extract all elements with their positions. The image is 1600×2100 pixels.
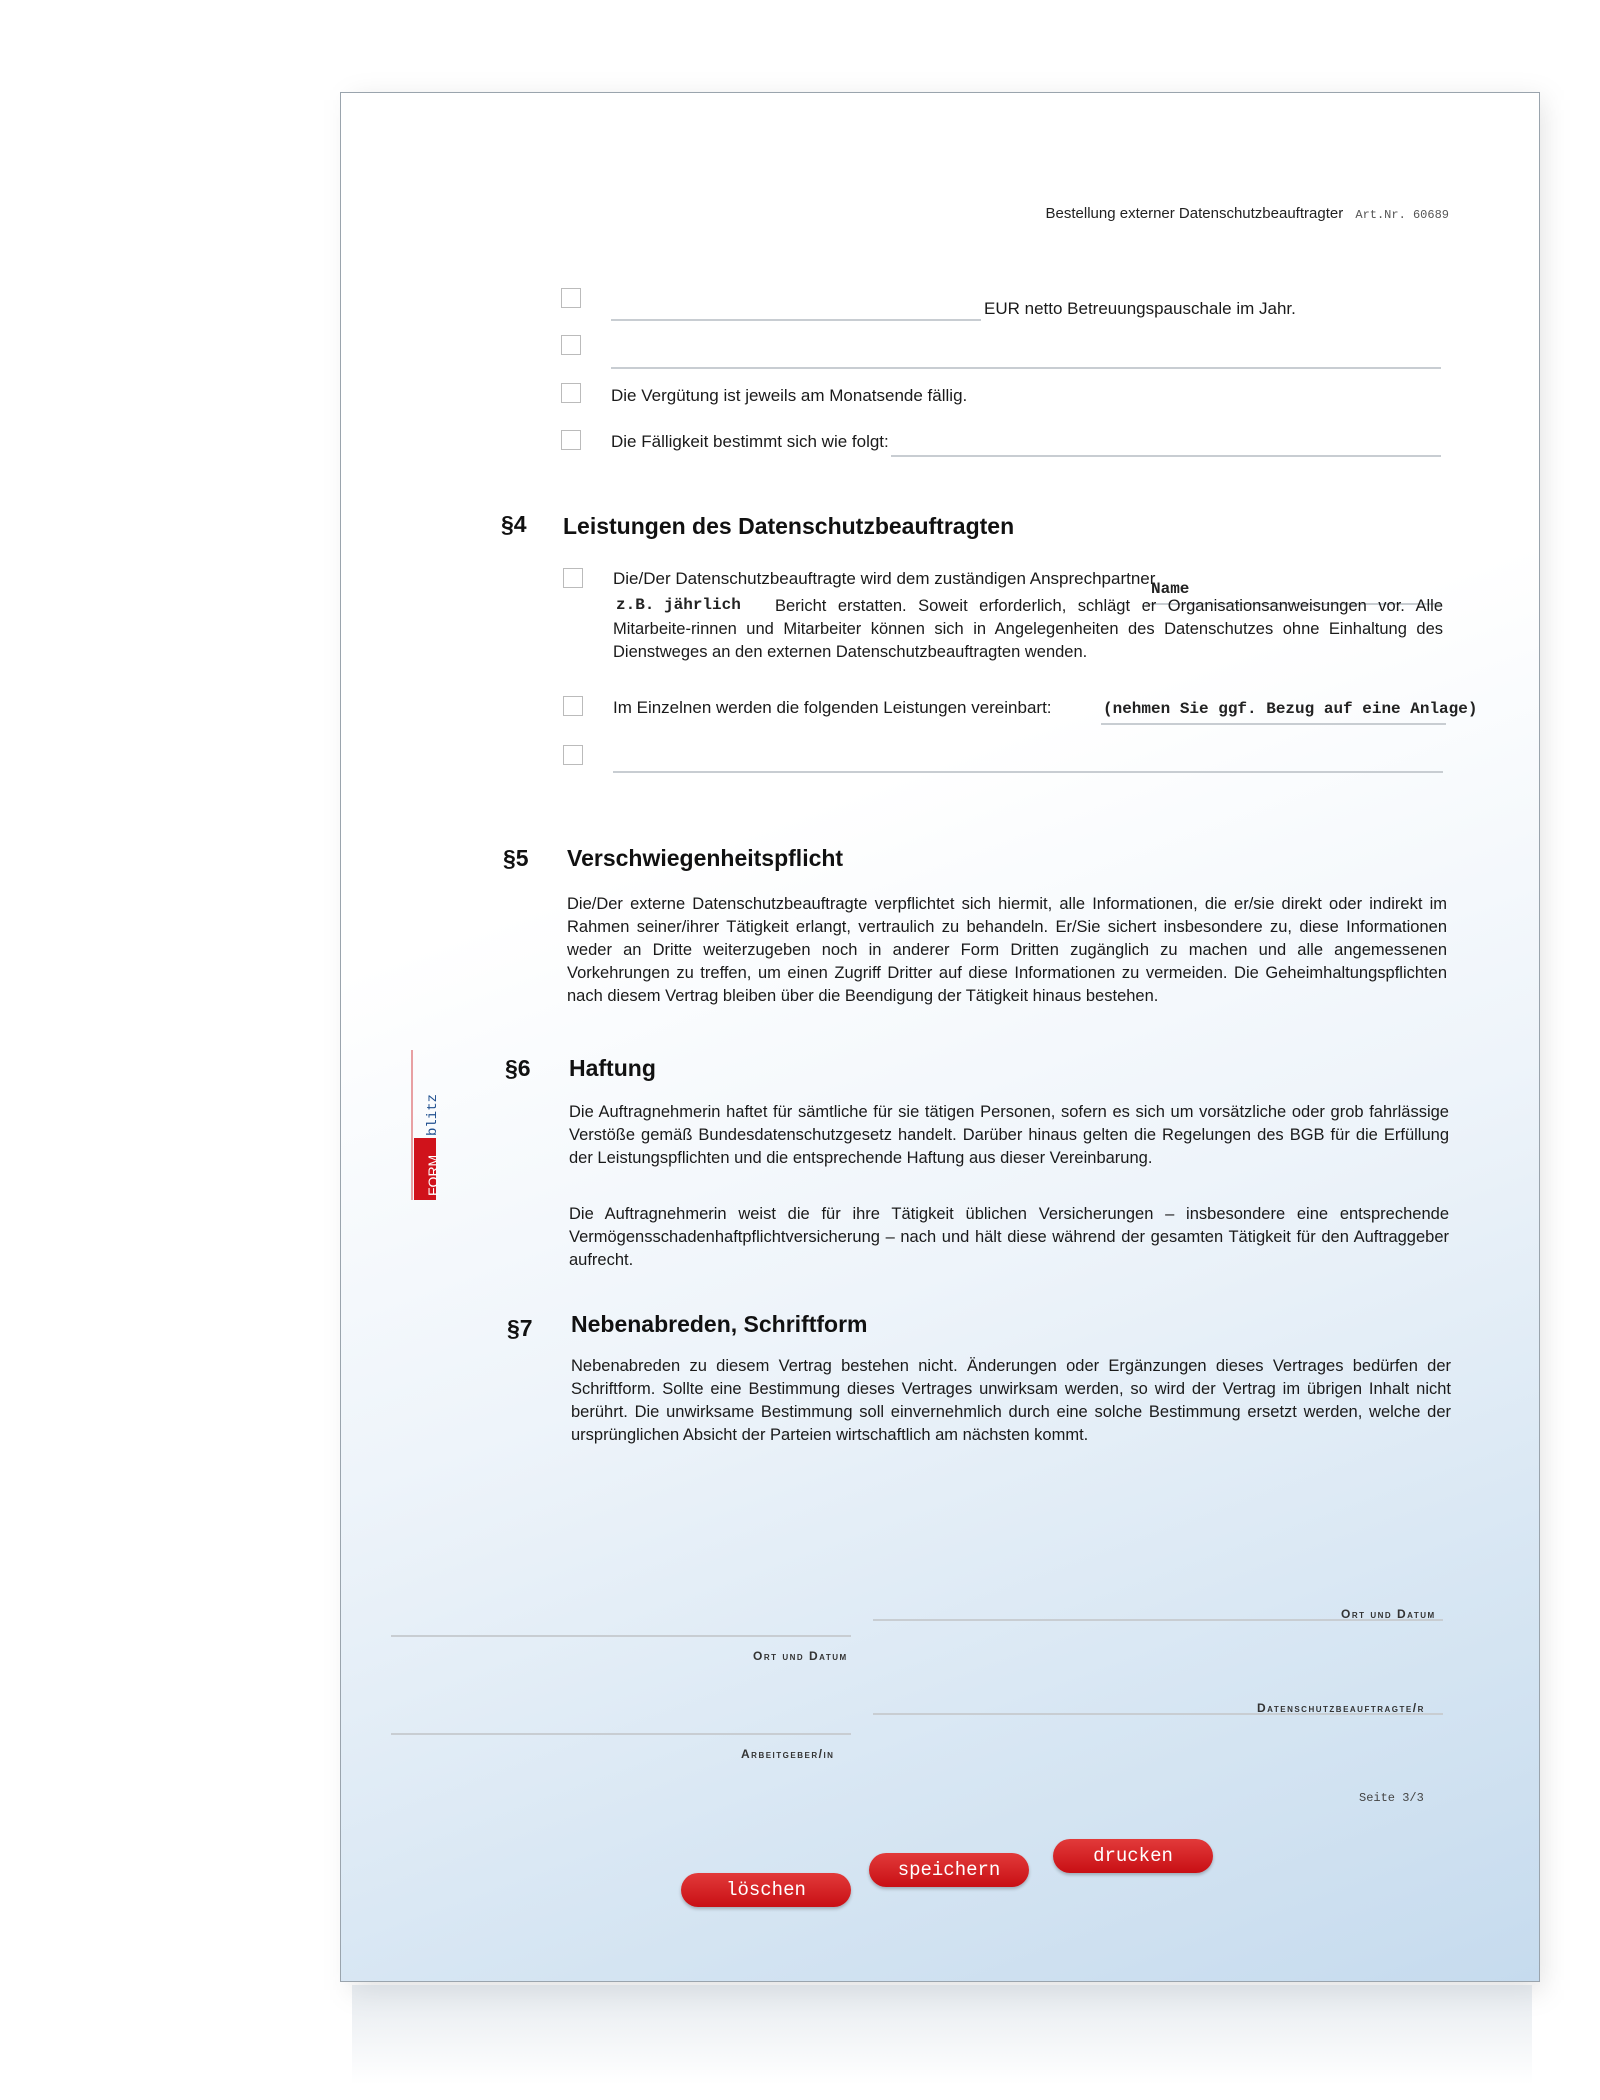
employer-label: Arbeitgeber/in <box>741 1747 835 1761</box>
section-7-text: Nebenabreden zu diesem Vertrag bestehen nicht. Änderungen oder Ergänzungen dieses Vertrages bedürfen der Schriftform. Sollte eine Bestimmung dieses Vertrages unwirksam werden, so wird der Vertrag im übrigen Inhalt nicht berührt. Die unwirksame Bestimmung soll einvernehmlich durch eine solche Bestimmung ersetzt werden, welche der ursprünglichen Absicht der Parteien wirtschaftlich am nächsten kommt. <box>571 1357 1451 1444</box>
formblitz-logo <box>414 1050 441 1200</box>
services-field[interactable]: (nehmen Sie ggf. Bezug auf eine Anlage) <box>1103 700 1478 718</box>
option-4-label: Die Fälligkeit bestimmt sich wie folgt: <box>611 432 889 451</box>
option-checkbox-3[interactable] <box>561 383 581 403</box>
section-7-title: Nebenabreden, Schriftform <box>571 1311 868 1337</box>
section-6-text-1: Die Auftragnehmerin haftet für sämtliche für sie tätigen Personen, sofern es sich um vorsätzliche oder grob fahrlässige Verstöße gemäß Bundesdatenschutzgesetz handelt. Darüber hinaus gelten die Regelungen des BGB für die Erfüllung der Leistungspflichten und die entsprechende Haftung aus dieser Vereinbarung. <box>569 1103 1449 1167</box>
page-reflection <box>352 1985 1532 2085</box>
contact-name-field[interactable]: Name <box>1151 580 1190 598</box>
section-5-number: §5 <box>503 845 529 871</box>
article-number: Art.Nr. 60689 <box>1355 208 1449 222</box>
amount-field[interactable] <box>611 319 981 321</box>
page-number: Seite 3/3 <box>1359 1791 1424 1805</box>
delete-button[interactable]: löschen <box>681 1873 851 1907</box>
signature-line-left-place[interactable] <box>391 1635 851 1637</box>
option-3-label: Die Vergütung ist jeweils am Monatsende fällig. <box>611 386 968 405</box>
custom-service-field[interactable] <box>613 771 1443 773</box>
service-checkbox-2[interactable] <box>563 696 583 716</box>
faelligkeit-field[interactable] <box>891 455 1441 457</box>
logo-accent-line <box>411 1050 413 1200</box>
option-1-label: EUR netto Betreuungspauschale im Jahr. <box>984 299 1296 318</box>
dpo-label: Datenschutzbeauftragte/r <box>1257 1701 1425 1715</box>
service-1-intro: Die/Der Datenschutzbeauftragte wird dem zuständigen Ansprechpartner <box>613 569 1156 588</box>
document-page <box>340 92 1540 1982</box>
document-header <box>1046 205 1449 222</box>
service-checkbox-3[interactable] <box>563 745 583 765</box>
services-underline <box>1101 723 1446 725</box>
document-title: Bestellung externer Datenschutzbeauftragter <box>1045 205 1344 222</box>
logo-blitz-text: blitz <box>425 1093 441 1136</box>
print-button[interactable]: drucken <box>1053 1839 1213 1873</box>
left-place-label: Ort und Datum <box>753 1649 848 1663</box>
report-interval-field[interactable]: z.B. jährlich <box>616 596 741 614</box>
section-6-number: §6 <box>505 1055 531 1081</box>
section-6-title: Haftung <box>569 1055 656 1081</box>
section-7-number: §7 <box>507 1315 533 1341</box>
section-5-title: Verschwiegenheitspflicht <box>567 845 844 871</box>
right-place-label: Ort und Datum <box>1341 1607 1436 1621</box>
signature-line-employer[interactable] <box>391 1733 851 1735</box>
custom-option-field[interactable] <box>611 367 1441 369</box>
section-4-title: Leistungen des Datenschutzbeauftragten <box>563 513 1015 539</box>
service-checkbox-1[interactable] <box>563 568 583 588</box>
section-6-text-2: Die Auftragnehmerin weist die für ihre Tätigkeit üblichen Versicherungen – insbesondere eine entsprechende Vermögensschadenhaftpflichtversicherung – nach und hält diese während der gesamten Tätigkeit für den Auftraggeber aufrecht. <box>569 1205 1449 1269</box>
logo-form-text: FORM <box>425 1154 441 1196</box>
save-button[interactable]: speichern <box>869 1853 1029 1887</box>
option-checkbox-1[interactable] <box>561 288 581 308</box>
option-checkbox-4[interactable] <box>561 430 581 450</box>
section-5-text: Die/Der externe Datenschutzbeauftragte verpflichtet sich hiermit, alle Informationen, die er/sie direkt oder indirekt im Rahmen seiner/ihrer Tätigkeit erlangt, vertraulich zu behandeln. Er/Sie sichert insbesondere zu, diese Informationen weder an Dritte weiterzugeben noch in anderer Form Dritten zugänglich zu machen und alle angemessenen Vorkehrungen zu treffen, um einen Zugriff Dritter auf diese Informationen zu vermeiden. Die Geheimhaltungspflichten nach diesem Vertrag bleiben über die Beendigung der Tätigkeit hinaus bestehen. <box>567 895 1447 1005</box>
service-1-text: Bericht erstatten. Soweit erforderlich, schlägt er Organisationsanweisungen vor. Alle Mitarbeite-rinnen und Mitarbeiter können sich in Angelegenheiten des Datenschutzes ohne Einhaltung des Dienstweges an den externen Datenschutzbeauftragten wenden. <box>613 597 1443 661</box>
service-2-intro: Im Einzelnen werden die folgenden Leistungen vereinbart: <box>613 698 1052 717</box>
option-checkbox-2[interactable] <box>561 335 581 355</box>
section-4-number: §4 <box>501 511 527 537</box>
